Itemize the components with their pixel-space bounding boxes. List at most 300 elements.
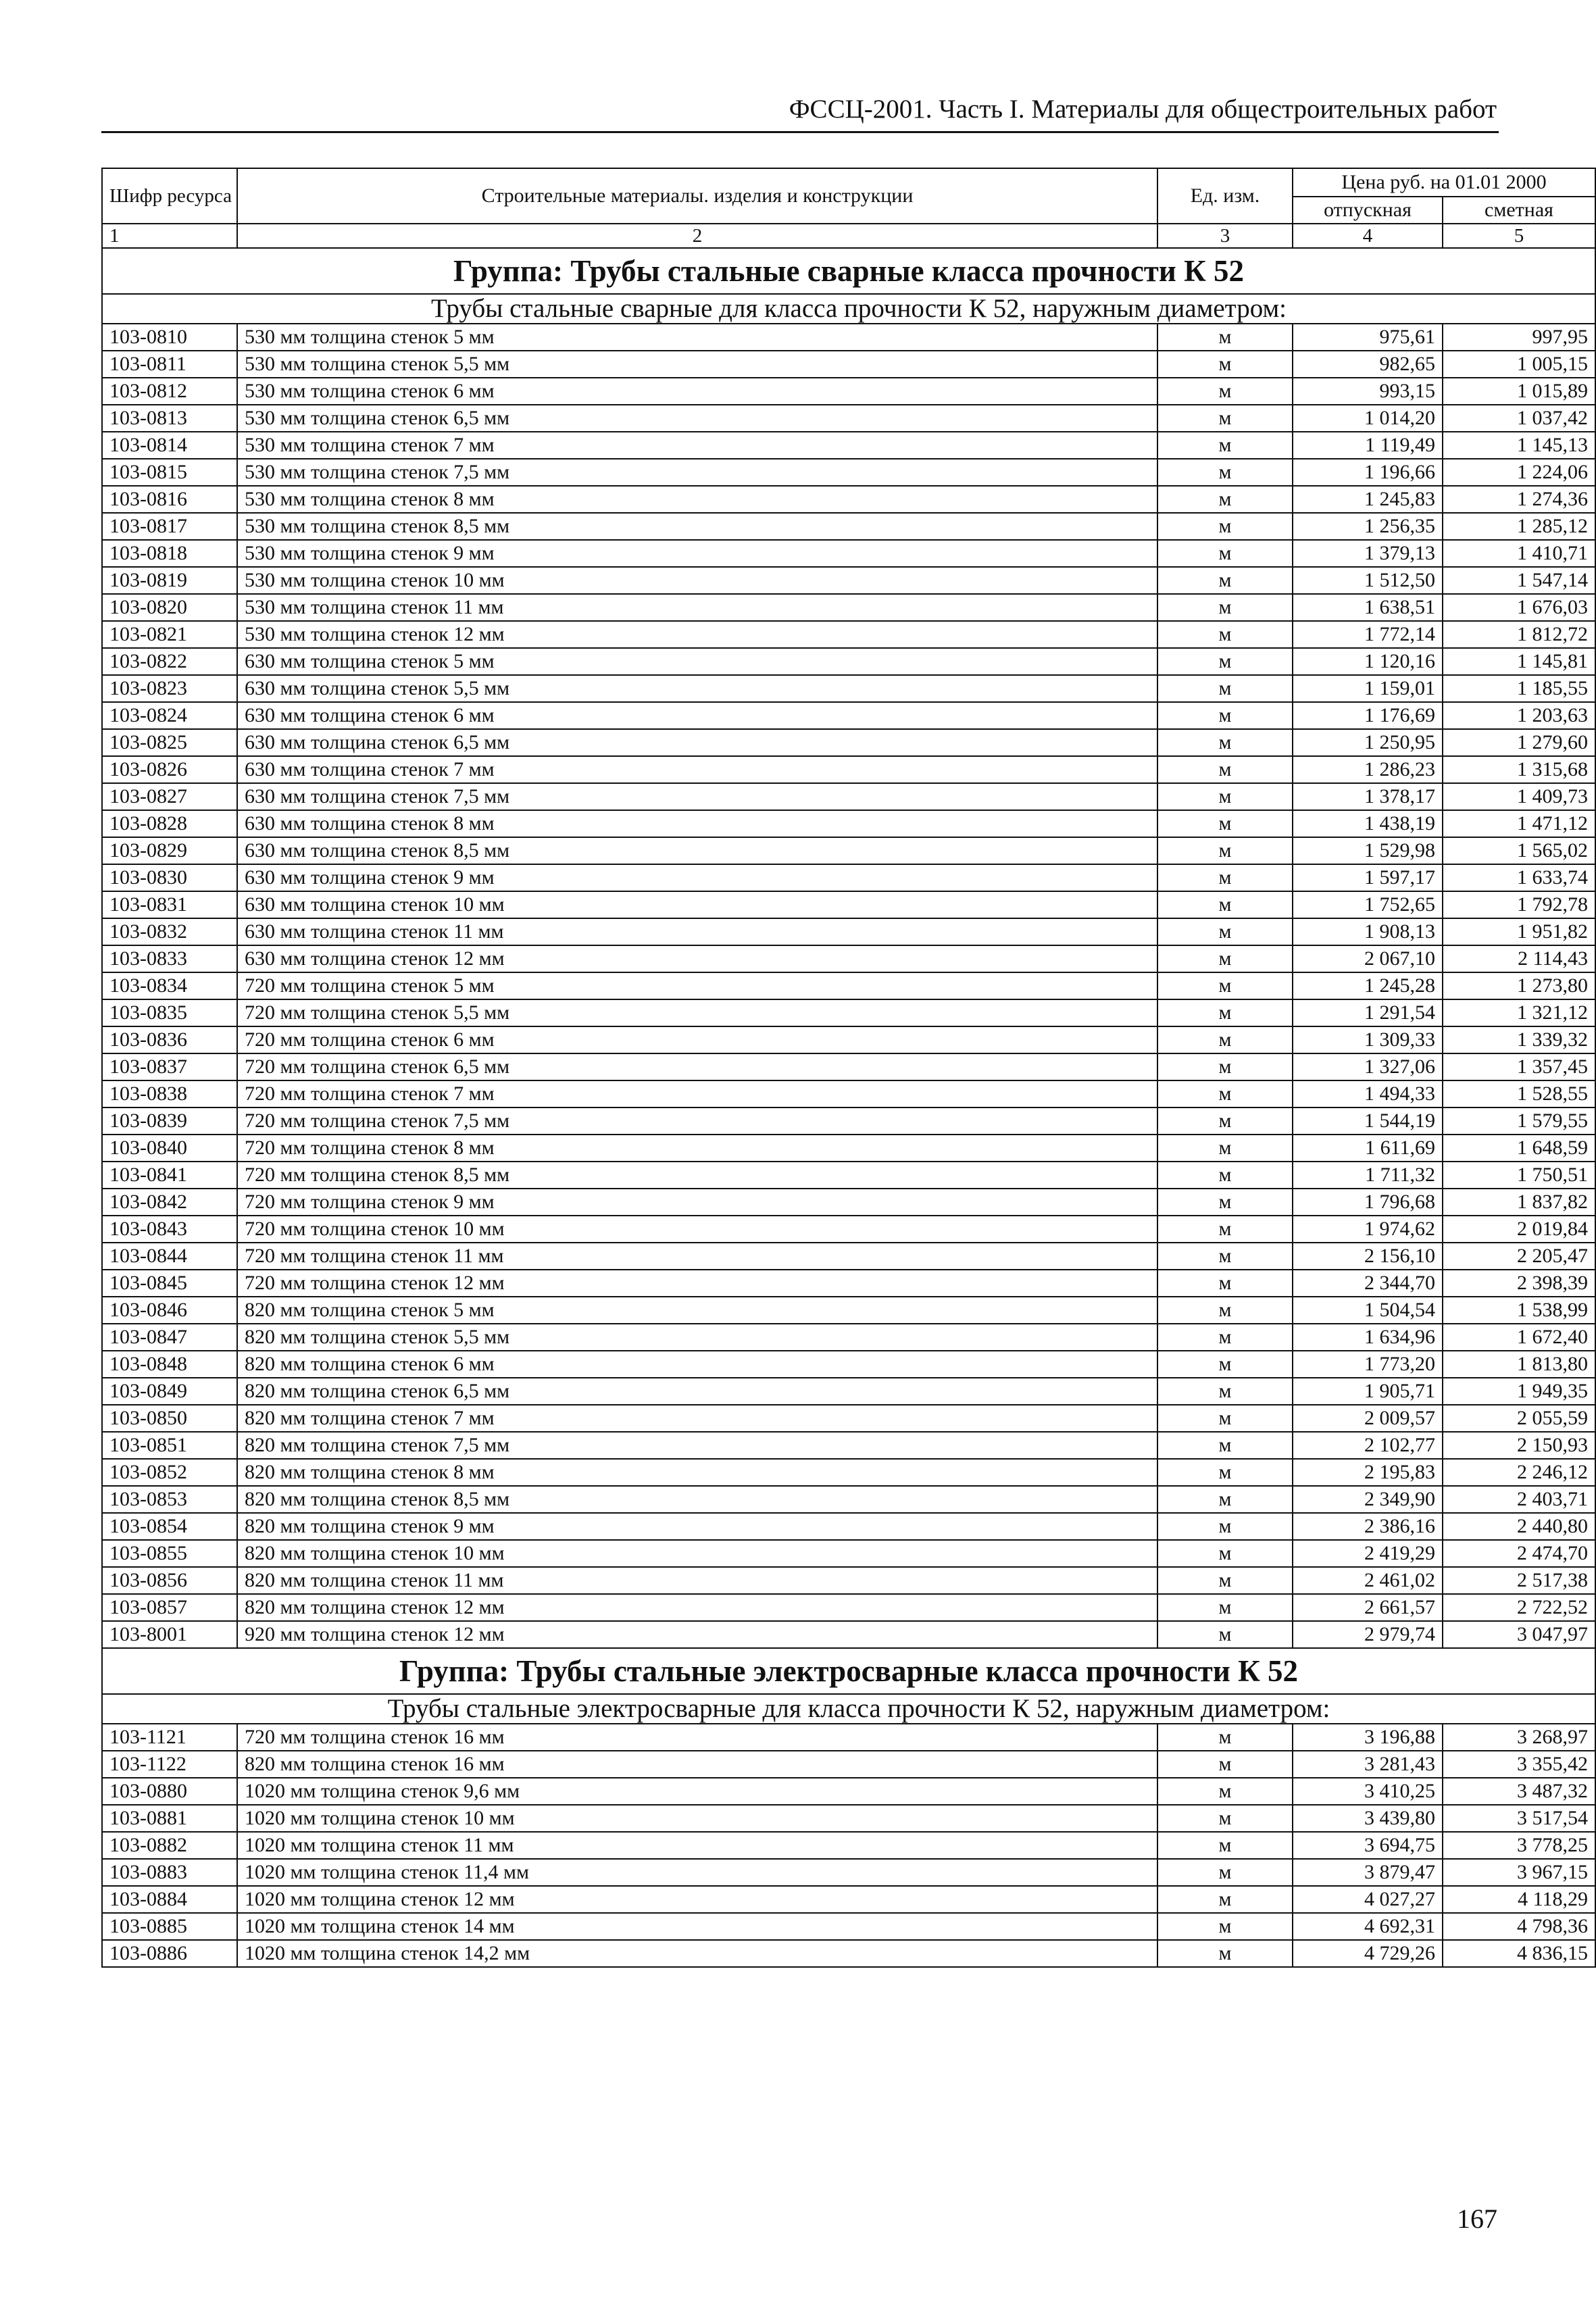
resource-code: 103-0819 — [102, 567, 237, 594]
table-row — [102, 891, 1595, 918]
item-description: 820 мм толщина стенок 7 мм — [237, 1405, 1157, 1432]
resource-code: 103-0853 — [102, 1486, 237, 1513]
item-description: 1020 мм толщина стенок 14,2 мм — [237, 1940, 1157, 1967]
unit-cell: м — [1157, 1805, 1293, 1832]
resource-code: 103-0818 — [102, 540, 237, 567]
release-price: 2 344,70 — [1293, 1270, 1443, 1297]
release-price: 982,65 — [1293, 351, 1443, 378]
item-description: 920 мм толщина стенок 12 мм — [237, 1621, 1157, 1648]
price-table — [101, 168, 1596, 1968]
item-description: 630 мм толщина стенок 9 мм — [237, 864, 1157, 891]
item-description: 1020 мм толщина стенок 12 мм — [237, 1886, 1157, 1913]
item-description: 630 мм толщина стенок 5,5 мм — [237, 675, 1157, 702]
item-description: 630 мм толщина стенок 6 мм — [237, 702, 1157, 729]
release-price: 4 729,26 — [1293, 1940, 1443, 1967]
table-row — [102, 1107, 1595, 1135]
estimate-price: 4 118,29 — [1443, 1886, 1595, 1913]
estimate-price: 1 672,40 — [1443, 1324, 1595, 1351]
release-price: 2 661,57 — [1293, 1594, 1443, 1621]
estimate-price: 1 409,73 — [1443, 783, 1595, 810]
release-price: 1 196,66 — [1293, 459, 1443, 486]
item-description: 720 мм толщина стенок 6,5 мм — [237, 1053, 1157, 1080]
table-row — [102, 1026, 1595, 1053]
release-price: 1 905,71 — [1293, 1378, 1443, 1405]
column-index: 2 — [237, 224, 1157, 248]
release-price: 1 256,35 — [1293, 513, 1443, 540]
item-description: 630 мм толщина стенок 7,5 мм — [237, 783, 1157, 810]
estimate-price: 3 487,32 — [1443, 1778, 1595, 1805]
table-row — [102, 1432, 1595, 1459]
release-price: 3 196,88 — [1293, 1724, 1443, 1751]
item-description: 530 мм толщина стенок 10 мм — [237, 567, 1157, 594]
unit-cell: м — [1157, 756, 1293, 783]
unit-cell: м — [1157, 1135, 1293, 1162]
resource-code: 103-0823 — [102, 675, 237, 702]
group-subtitle: Трубы стальные сварные для класса прочности К 52, наружным диаметром: — [102, 294, 1595, 324]
table-row — [102, 702, 1595, 729]
table-row — [102, 351, 1595, 378]
column-header-release: отпускная — [1293, 197, 1443, 224]
table-row — [102, 729, 1595, 756]
unit-cell: м — [1157, 945, 1293, 972]
item-description: 530 мм толщина стенок 11 мм — [237, 594, 1157, 621]
release-price: 3 879,47 — [1293, 1859, 1443, 1886]
unit-cell: м — [1157, 864, 1293, 891]
table-row — [102, 1378, 1595, 1405]
estimate-price: 3 268,97 — [1443, 1724, 1595, 1751]
resource-code: 103-0825 — [102, 729, 237, 756]
table-header-row — [102, 168, 1595, 197]
column-header-estimate: сметная — [1443, 197, 1595, 224]
item-description: 820 мм толщина стенок 16 мм — [237, 1751, 1157, 1778]
unit-cell: м — [1157, 1486, 1293, 1513]
item-description: 720 мм толщина стенок 7,5 мм — [237, 1107, 1157, 1135]
resource-code: 103-0844 — [102, 1243, 237, 1270]
release-price: 1 291,54 — [1293, 999, 1443, 1026]
item-description: 820 мм толщина стенок 5,5 мм — [237, 1324, 1157, 1351]
table-row — [102, 1540, 1595, 1567]
table-row — [102, 621, 1595, 648]
resource-code: 103-0810 — [102, 324, 237, 351]
resource-code: 103-0832 — [102, 918, 237, 945]
table-row — [102, 405, 1595, 432]
unit-cell: м — [1157, 351, 1293, 378]
resource-code: 103-0821 — [102, 621, 237, 648]
table-row — [102, 432, 1595, 459]
table-row — [102, 918, 1595, 945]
release-price: 1 504,54 — [1293, 1297, 1443, 1324]
resource-code: 103-0824 — [102, 702, 237, 729]
item-description: 720 мм толщина стенок 12 мм — [237, 1270, 1157, 1297]
estimate-price: 1 471,12 — [1443, 810, 1595, 837]
column-header-code: Шифр ресурса — [102, 168, 237, 224]
unit-cell: м — [1157, 702, 1293, 729]
estimate-price: 1 273,80 — [1443, 972, 1595, 999]
resource-code: 103-0831 — [102, 891, 237, 918]
estimate-price: 1 279,60 — [1443, 729, 1595, 756]
estimate-price: 2 474,70 — [1443, 1540, 1595, 1567]
table-row — [102, 1567, 1595, 1594]
table-row — [102, 1080, 1595, 1107]
table-row — [102, 1189, 1595, 1216]
unit-cell: м — [1157, 432, 1293, 459]
estimate-price: 1 285,12 — [1443, 513, 1595, 540]
item-description: 820 мм толщина стенок 7,5 мм — [237, 1432, 1157, 1459]
resource-code: 103-0828 — [102, 810, 237, 837]
table-row — [102, 1486, 1595, 1513]
release-price: 2 386,16 — [1293, 1513, 1443, 1540]
item-description: 720 мм толщина стенок 8 мм — [237, 1135, 1157, 1162]
item-description: 630 мм толщина стенок 8,5 мм — [237, 837, 1157, 864]
release-price: 1 908,13 — [1293, 918, 1443, 945]
release-price: 1 772,14 — [1293, 621, 1443, 648]
unit-cell: м — [1157, 1621, 1293, 1648]
resource-code: 103-0829 — [102, 837, 237, 864]
release-price: 993,15 — [1293, 378, 1443, 405]
release-price: 1 327,06 — [1293, 1053, 1443, 1080]
resource-code: 103-0827 — [102, 783, 237, 810]
release-price: 1 245,28 — [1293, 972, 1443, 999]
estimate-price: 2 055,59 — [1443, 1405, 1595, 1432]
item-description: 720 мм толщина стенок 8,5 мм — [237, 1162, 1157, 1189]
estimate-price: 4 798,36 — [1443, 1913, 1595, 1940]
estimate-price: 4 836,15 — [1443, 1940, 1595, 1967]
unit-cell: м — [1157, 1351, 1293, 1378]
resource-code: 103-0886 — [102, 1940, 237, 1967]
resource-code: 103-0845 — [102, 1270, 237, 1297]
resource-code: 103-0841 — [102, 1162, 237, 1189]
unit-cell: м — [1157, 621, 1293, 648]
resource-code: 103-0839 — [102, 1107, 237, 1135]
release-price: 2 419,29 — [1293, 1540, 1443, 1567]
unit-cell: м — [1157, 1567, 1293, 1594]
resource-code: 103-0854 — [102, 1513, 237, 1540]
group-title: Группа: Трубы стальные сварные класса прочности К 52 — [102, 248, 1595, 294]
resource-code: 103-0850 — [102, 1405, 237, 1432]
unit-cell: м — [1157, 675, 1293, 702]
table-row — [102, 1778, 1595, 1805]
unit-cell: м — [1157, 567, 1293, 594]
table-row — [102, 675, 1595, 702]
estimate-price: 1 145,13 — [1443, 432, 1595, 459]
resource-code: 103-0826 — [102, 756, 237, 783]
resource-code: 103-0830 — [102, 864, 237, 891]
table-row — [102, 1513, 1595, 1540]
unit-cell: м — [1157, 1162, 1293, 1189]
resource-code: 103-0815 — [102, 459, 237, 486]
table-row — [102, 756, 1595, 783]
item-description: 530 мм толщина стенок 9 мм — [237, 540, 1157, 567]
item-description: 820 мм толщина стенок 9 мм — [237, 1513, 1157, 1540]
table-row — [102, 1324, 1595, 1351]
estimate-price: 1 410,71 — [1443, 540, 1595, 567]
unit-cell: м — [1157, 459, 1293, 486]
release-price: 2 979,74 — [1293, 1621, 1443, 1648]
release-price: 1 773,20 — [1293, 1351, 1443, 1378]
item-description: 720 мм толщина стенок 7 мм — [237, 1080, 1157, 1107]
release-price: 2 461,02 — [1293, 1567, 1443, 1594]
resource-code: 103-0812 — [102, 378, 237, 405]
table-row — [102, 783, 1595, 810]
item-description: 530 мм толщина стенок 5 мм — [237, 324, 1157, 351]
table-row — [102, 864, 1595, 891]
estimate-price: 2 517,38 — [1443, 1567, 1595, 1594]
resource-code: 103-0851 — [102, 1432, 237, 1459]
table-row — [102, 1940, 1595, 1967]
resource-code: 103-0885 — [102, 1913, 237, 1940]
table-row — [102, 999, 1595, 1026]
item-description: 630 мм толщина стенок 5 мм — [237, 648, 1157, 675]
release-price: 1 638,51 — [1293, 594, 1443, 621]
release-price: 3 281,43 — [1293, 1751, 1443, 1778]
estimate-price: 1 357,45 — [1443, 1053, 1595, 1080]
estimate-price: 2 246,12 — [1443, 1459, 1595, 1486]
table-row — [102, 1751, 1595, 1778]
table-row — [102, 1162, 1595, 1189]
table-row — [102, 567, 1595, 594]
running-head: ФССЦ-2001. Часть I. Материалы для общестроительных работ — [789, 95, 1497, 124]
unit-cell: м — [1157, 810, 1293, 837]
release-price: 4 027,27 — [1293, 1886, 1443, 1913]
release-price: 2 349,90 — [1293, 1486, 1443, 1513]
resource-code: 103-0834 — [102, 972, 237, 999]
column-index: 3 — [1157, 224, 1293, 248]
table-row — [102, 1270, 1595, 1297]
release-price: 1 544,19 — [1293, 1107, 1443, 1135]
unit-cell: м — [1157, 1594, 1293, 1621]
column-header-unit: Ед. изм. — [1157, 168, 1293, 224]
resource-code: 103-0846 — [102, 1297, 237, 1324]
item-description: 1020 мм толщина стенок 10 мм — [237, 1805, 1157, 1832]
estimate-price: 1 321,12 — [1443, 999, 1595, 1026]
table-row — [102, 324, 1595, 351]
unit-cell: м — [1157, 648, 1293, 675]
resource-code: 103-0883 — [102, 1859, 237, 1886]
resource-code: 103-0884 — [102, 1886, 237, 1913]
table-row — [102, 837, 1595, 864]
release-price: 1 119,49 — [1293, 432, 1443, 459]
unit-cell: м — [1157, 1026, 1293, 1053]
item-description: 720 мм толщина стенок 9 мм — [237, 1189, 1157, 1216]
release-price: 1 711,32 — [1293, 1162, 1443, 1189]
resource-code: 103-0822 — [102, 648, 237, 675]
estimate-price: 2 205,47 — [1443, 1243, 1595, 1270]
item-description: 820 мм толщина стенок 10 мм — [237, 1540, 1157, 1567]
release-price: 1 176,69 — [1293, 702, 1443, 729]
unit-cell: м — [1157, 1189, 1293, 1216]
estimate-price: 997,95 — [1443, 324, 1595, 351]
release-price: 3 439,80 — [1293, 1805, 1443, 1832]
estimate-price: 1 837,82 — [1443, 1189, 1595, 1216]
resource-code: 103-0848 — [102, 1351, 237, 1378]
table-row — [102, 1297, 1595, 1324]
unit-cell: м — [1157, 972, 1293, 999]
estimate-price: 3 517,54 — [1443, 1805, 1595, 1832]
estimate-price: 1 676,03 — [1443, 594, 1595, 621]
resource-code: 103-0816 — [102, 486, 237, 513]
item-description: 720 мм толщина стенок 16 мм — [237, 1724, 1157, 1751]
release-price: 1 438,19 — [1293, 810, 1443, 837]
unit-cell: м — [1157, 540, 1293, 567]
release-price: 975,61 — [1293, 324, 1443, 351]
resource-code: 103-0880 — [102, 1778, 237, 1805]
resource-code: 103-0856 — [102, 1567, 237, 1594]
estimate-price: 2 398,39 — [1443, 1270, 1595, 1297]
unit-cell: м — [1157, 999, 1293, 1026]
item-description: 720 мм толщина стенок 5,5 мм — [237, 999, 1157, 1026]
item-description: 530 мм толщина стенок 12 мм — [237, 621, 1157, 648]
item-description: 1020 мм толщина стенок 14 мм — [237, 1913, 1157, 1940]
estimate-price: 1 538,99 — [1443, 1297, 1595, 1324]
estimate-price: 1 949,35 — [1443, 1378, 1595, 1405]
item-description: 820 мм толщина стенок 8 мм — [237, 1459, 1157, 1486]
resource-code: 103-0817 — [102, 513, 237, 540]
table-row — [102, 540, 1595, 567]
release-price: 1 529,98 — [1293, 837, 1443, 864]
resource-code: 103-0881 — [102, 1805, 237, 1832]
table-row — [102, 648, 1595, 675]
estimate-price: 1 145,81 — [1443, 648, 1595, 675]
item-description: 530 мм толщина стенок 8,5 мм — [237, 513, 1157, 540]
resource-code: 103-0857 — [102, 1594, 237, 1621]
release-price: 1 974,62 — [1293, 1216, 1443, 1243]
estimate-price: 1 648,59 — [1443, 1135, 1595, 1162]
estimate-price: 1 812,72 — [1443, 621, 1595, 648]
unit-cell: м — [1157, 1724, 1293, 1751]
estimate-price: 1 633,74 — [1443, 864, 1595, 891]
estimate-price: 2 440,80 — [1443, 1513, 1595, 1540]
release-price: 1 159,01 — [1293, 675, 1443, 702]
release-price: 2 156,10 — [1293, 1243, 1443, 1270]
resource-code: 103-0855 — [102, 1540, 237, 1567]
table-row — [102, 1351, 1595, 1378]
estimate-price: 3 778,25 — [1443, 1832, 1595, 1859]
release-price: 2 067,10 — [1293, 945, 1443, 972]
header-rule — [101, 131, 1499, 133]
group-subtitle: Трубы стальные электросварные для класса прочности К 52, наружным диаметром: — [102, 1694, 1595, 1724]
estimate-price: 1 037,42 — [1443, 405, 1595, 432]
unit-cell: м — [1157, 378, 1293, 405]
release-price: 2 195,83 — [1293, 1459, 1443, 1486]
unit-cell: м — [1157, 1297, 1293, 1324]
unit-cell: м — [1157, 594, 1293, 621]
estimate-price: 3 355,42 — [1443, 1751, 1595, 1778]
item-description: 820 мм толщина стенок 5 мм — [237, 1297, 1157, 1324]
table-row — [102, 1913, 1595, 1940]
unit-cell: м — [1157, 1778, 1293, 1805]
unit-cell: м — [1157, 1832, 1293, 1859]
unit-cell: м — [1157, 1378, 1293, 1405]
release-price: 1 597,17 — [1293, 864, 1443, 891]
estimate-price: 1 750,51 — [1443, 1162, 1595, 1189]
estimate-price: 1 579,55 — [1443, 1107, 1595, 1135]
release-price: 1 512,50 — [1293, 567, 1443, 594]
price-table-body — [102, 168, 1595, 1967]
column-index-row — [102, 224, 1595, 248]
column-index: 1 — [102, 224, 237, 248]
unit-cell: м — [1157, 1216, 1293, 1243]
unit-cell: м — [1157, 1324, 1293, 1351]
item-description: 720 мм толщина стенок 11 мм — [237, 1243, 1157, 1270]
table-row — [102, 972, 1595, 999]
estimate-price: 1 224,06 — [1443, 459, 1595, 486]
unit-cell: м — [1157, 1080, 1293, 1107]
unit-cell: м — [1157, 783, 1293, 810]
item-description: 630 мм толщина стенок 10 мм — [237, 891, 1157, 918]
resource-code: 103-0813 — [102, 405, 237, 432]
resource-code: 103-0811 — [102, 351, 237, 378]
unit-cell: м — [1157, 729, 1293, 756]
estimate-price: 1 528,55 — [1443, 1080, 1595, 1107]
table-row — [102, 378, 1595, 405]
item-description: 530 мм толщина стенок 6,5 мм — [237, 405, 1157, 432]
release-price: 1 379,13 — [1293, 540, 1443, 567]
estimate-price: 1 005,15 — [1443, 351, 1595, 378]
table-row — [102, 513, 1595, 540]
resource-code: 103-0838 — [102, 1080, 237, 1107]
item-description: 720 мм толщина стенок 6 мм — [237, 1026, 1157, 1053]
unit-cell: м — [1157, 837, 1293, 864]
unit-cell: м — [1157, 1913, 1293, 1940]
unit-cell: м — [1157, 918, 1293, 945]
release-price: 1 634,96 — [1293, 1324, 1443, 1351]
item-description: 530 мм толщина стенок 5,5 мм — [237, 351, 1157, 378]
estimate-price: 1 951,82 — [1443, 918, 1595, 945]
resource-code: 103-0836 — [102, 1026, 237, 1053]
estimate-price: 2 403,71 — [1443, 1486, 1595, 1513]
estimate-price: 1 792,78 — [1443, 891, 1595, 918]
table-row — [102, 486, 1595, 513]
resource-code: 103-0833 — [102, 945, 237, 972]
estimate-price: 2 150,93 — [1443, 1432, 1595, 1459]
item-description: 630 мм толщина стенок 7 мм — [237, 756, 1157, 783]
unit-cell: м — [1157, 513, 1293, 540]
estimate-price: 3 047,97 — [1443, 1621, 1595, 1648]
estimate-price: 1 185,55 — [1443, 675, 1595, 702]
table-row — [102, 1886, 1595, 1913]
item-description: 630 мм толщина стенок 8 мм — [237, 810, 1157, 837]
estimate-price: 2 722,52 — [1443, 1594, 1595, 1621]
estimate-price: 2 019,84 — [1443, 1216, 1595, 1243]
resource-code: 103-0843 — [102, 1216, 237, 1243]
resource-code: 103-0820 — [102, 594, 237, 621]
resource-code: 103-0852 — [102, 1459, 237, 1486]
table-row — [102, 810, 1595, 837]
table-row — [102, 1243, 1595, 1270]
release-price: 4 692,31 — [1293, 1913, 1443, 1940]
table-row — [102, 1053, 1595, 1080]
table-row — [102, 1216, 1595, 1243]
item-description: 530 мм толщина стенок 7 мм — [237, 432, 1157, 459]
column-header-price: Цена руб. на 01.01 2000 — [1293, 168, 1595, 197]
item-description: 720 мм толщина стенок 10 мм — [237, 1216, 1157, 1243]
item-description: 820 мм толщина стенок 6,5 мм — [237, 1378, 1157, 1405]
group-subtitle-row — [102, 294, 1595, 324]
unit-cell: м — [1157, 324, 1293, 351]
release-price: 1 494,33 — [1293, 1080, 1443, 1107]
estimate-price: 1 203,63 — [1443, 702, 1595, 729]
estimate-price: 1 339,32 — [1443, 1026, 1595, 1053]
resource-code: 103-0835 — [102, 999, 237, 1026]
estimate-price: 1 813,80 — [1443, 1351, 1595, 1378]
item-description: 720 мм толщина стенок 5 мм — [237, 972, 1157, 999]
release-price: 1 245,83 — [1293, 486, 1443, 513]
release-price: 1 796,68 — [1293, 1189, 1443, 1216]
page-number: 167 — [1457, 2204, 1497, 2234]
unit-cell: м — [1157, 1432, 1293, 1459]
item-description: 530 мм толщина стенок 8 мм — [237, 486, 1157, 513]
column-index: 4 — [1293, 224, 1443, 248]
